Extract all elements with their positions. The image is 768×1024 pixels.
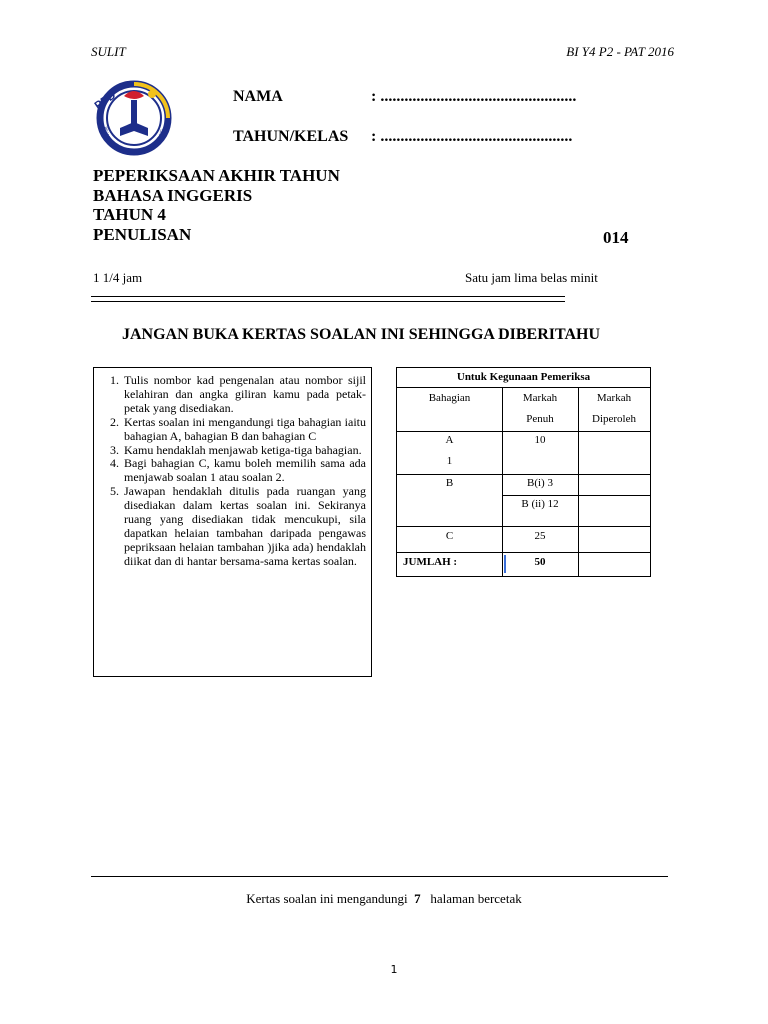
exam-title	[93, 166, 340, 244]
page-count-suffix: halaman bercetak	[430, 891, 522, 906]
page-number: 1	[390, 963, 398, 976]
row-c-section: C	[445, 530, 454, 542]
row-b-section: B	[445, 477, 454, 489]
double-divider	[91, 296, 565, 302]
logo-initials: PPD	[94, 89, 119, 113]
logo-ring-text: PEJABAT PENDIDIKAN DAERAH MANJUNG	[103, 126, 165, 156]
row-a-full: 10	[534, 434, 546, 446]
class-label: TAHUN/KELAS	[233, 128, 349, 145]
exam-subject: BAHASA INGGERIS	[93, 185, 253, 205]
table-divider	[502, 495, 650, 496]
header-right: BI Y4 P2 - PAT 2016	[566, 44, 674, 59]
instructions-box	[93, 367, 372, 677]
marks-table	[396, 367, 651, 577]
page-count-value: 7	[414, 891, 421, 906]
total-full: 50	[534, 556, 546, 568]
instruction-item: 1. Tulis nombor kad pengenalan atau nombor sijil kelahiran dan angka giliran kamu pada petak-petak yang disediakan.	[110, 373, 366, 415]
instruction-item: 4. Bagi bahagian C, kamu boleh memilih sama ada menjawab soalan 1 atau soalan 2.	[110, 456, 366, 485]
row-a-sub: 1	[446, 455, 453, 467]
total-label: JUMLAH :	[403, 556, 458, 568]
name-field[interactable]: : .................................................	[371, 88, 577, 105]
header-full-2: Penuh	[526, 413, 554, 425]
exam-title-line1: PEPERIKSAAN AKHIR TAHUN	[93, 166, 340, 185]
duration-short: 1 1/4 jam	[93, 270, 143, 285]
header-full-1: Markah	[522, 392, 558, 404]
table-divider	[397, 474, 650, 475]
header-section: Bahagian	[428, 392, 471, 404]
instruction-item: 5. Jawapan hendaklah ditulis pada ruangan yang disediakan dalam kertas soalan ini. Sekiranya ruang yang disediakan tidak mencukupi, sila dapatkan helaian tambahan daripada pengawas pepriksaan helaian tambahan )jika ada) hendaklah diikat dan di hantar bersama-sama kertas soalan.	[110, 484, 366, 568]
row-a-section: A	[445, 434, 454, 446]
ppd-logo	[94, 78, 210, 172]
ppd-logo-icon	[94, 78, 210, 172]
exam-year: TAHUN 4	[93, 205, 166, 224]
row-b1-full: B(i) 3	[527, 477, 553, 489]
header-left: SULIT	[91, 44, 126, 59]
duration-long: Satu jam lima belas minit	[465, 270, 598, 285]
header-obtained-1: Markah	[596, 392, 632, 404]
table-divider	[397, 526, 650, 527]
page-count-prefix: Kertas soalan ini mengandungi	[246, 891, 408, 906]
class-field[interactable]: : ................................................	[371, 128, 573, 145]
footer-divider	[91, 876, 668, 877]
table-divider	[397, 387, 650, 388]
table-divider	[397, 552, 650, 553]
instruction-item: 3. Kamu hendaklah menjawab ketiga-tiga bahagian.	[110, 442, 362, 457]
row-c-full: 25	[534, 530, 546, 542]
table-title: Untuk Kegunaan Pemeriksa	[456, 371, 591, 383]
exam-paper: PENULISAN	[93, 224, 192, 244]
page-count-note	[0, 891, 768, 907]
instruction-item: 2. Kertas soalan ini mengandungi tiga bahagian iaitu bahagian A, bahagian B dan bahagian C	[110, 414, 366, 443]
name-label: NAMA	[233, 88, 283, 105]
instructions-list	[100, 374, 366, 569]
table-divider	[397, 431, 650, 432]
row-b2-full: B (ii) 12	[521, 498, 559, 510]
header-obtained-2: Diperoleh	[592, 413, 636, 425]
paper-code: 014	[603, 228, 629, 247]
text-cursor	[504, 555, 506, 573]
warning-text: JANGAN BUKA KERTAS SOALAN INI SEHINGGA DIBERITAHU	[122, 326, 601, 343]
